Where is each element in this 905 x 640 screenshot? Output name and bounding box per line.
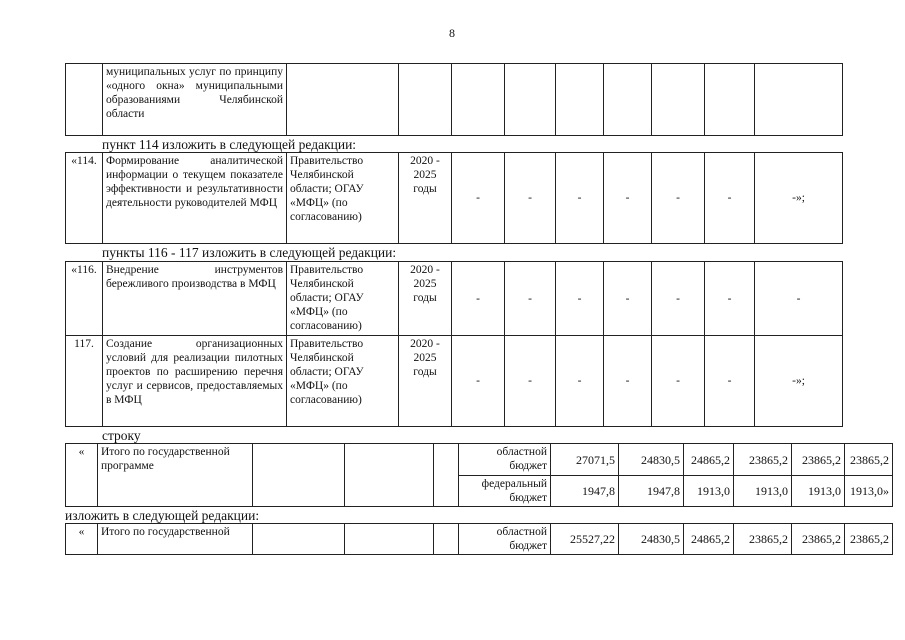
total-table-new — [65, 523, 893, 555]
total-label: Итого по государственной — [98, 524, 253, 555]
value-cell: 23865,2 — [734, 444, 792, 476]
cell-num — [66, 64, 103, 136]
section-heading: пункты 116 - 117 изложить в следующей редакции: — [102, 245, 397, 260]
value-cell: 27071,5 — [551, 444, 619, 476]
activity-name: Формирование аналитической информации о текущем показателе эффективности и результативности деятельности руководителей МФЦ — [103, 153, 287, 244]
section-heading: пункт 114 изложить в следующей редакции: — [102, 137, 357, 152]
value-cell: - — [705, 262, 755, 336]
section-heading: строку — [102, 428, 141, 443]
value-cell: 24830,5 — [619, 524, 684, 555]
value-cell: 1913,0 — [792, 476, 845, 507]
executor: Правительство Челябинской области; ОГАУ «МФЦ» (по согласованию) — [287, 336, 399, 427]
value-cell: -»; — [755, 153, 843, 244]
value-cell: - — [604, 153, 652, 244]
value-cell: - — [604, 336, 652, 427]
value-cell: - — [652, 336, 705, 427]
funding-source: федеральный бюджет — [459, 476, 551, 507]
value-cell: 1947,8 — [551, 476, 619, 507]
value-cell: 23865,2 — [845, 524, 893, 555]
value-cell: - — [755, 262, 843, 336]
funding-source: областной бюджет — [459, 524, 551, 555]
value-cell: - — [556, 336, 604, 427]
value-cell: - — [505, 336, 556, 427]
value-cell: - — [556, 153, 604, 244]
value-cell: 24865,2 — [684, 444, 734, 476]
activity-name: Создание организационных условий для реализации пилотных проектов по расширению перечня услуг и сервисов, предоставляемых в МФЦ — [103, 336, 287, 427]
activity-name: Внедрение инструментов бережливого производства в МФЦ — [103, 262, 287, 336]
value-cell: - — [505, 262, 556, 336]
section-heading: изложить в следующей редакции: — [65, 508, 260, 523]
value-cell: - — [705, 336, 755, 427]
value-cell: 23865,2 — [845, 444, 893, 476]
value-cell: - — [452, 153, 505, 244]
executor: Правительство Челябинской области; ОГАУ «МФЦ» (по согласованию) — [287, 153, 399, 244]
total-table-old — [65, 443, 893, 507]
value-cell: -»; — [755, 336, 843, 427]
open-quote: « — [66, 444, 98, 507]
row-number: «116. — [66, 262, 103, 336]
total-label: Итого по государственной программе — [98, 444, 253, 507]
value-cell: 23865,2 — [734, 524, 792, 555]
period: 2020 - 2025 годы — [399, 336, 452, 427]
page-number: 8 — [449, 26, 455, 40]
value-cell: 24830,5 — [619, 444, 684, 476]
value-cell: - — [604, 262, 652, 336]
table-row — [66, 262, 843, 336]
value-cell: 1913,0» — [845, 476, 893, 507]
row-number: «114. — [66, 153, 103, 244]
activities-table-top — [65, 63, 843, 136]
activities-table-114 — [65, 152, 843, 244]
value-cell: 24865,2 — [684, 524, 734, 555]
value-cell: - — [705, 153, 755, 244]
table-row — [66, 336, 843, 427]
row-number: 117. — [66, 336, 103, 427]
open-quote: « — [66, 524, 98, 555]
table-row — [66, 524, 893, 555]
period: 2020 - 2025 годы — [399, 262, 452, 336]
value-cell: - — [452, 336, 505, 427]
value-cell: 23865,2 — [792, 444, 845, 476]
value-cell: - — [556, 262, 604, 336]
value-cell: - — [652, 153, 705, 244]
value-cell: 23865,2 — [792, 524, 845, 555]
value-cell: 1947,8 — [619, 476, 684, 507]
period: 2020 - 2025 годы — [399, 153, 452, 244]
table-row — [66, 64, 843, 136]
funding-source: областной бюджет — [459, 444, 551, 476]
value-cell: 25527,22 — [551, 524, 619, 555]
table-row — [66, 153, 843, 244]
value-cell: - — [452, 262, 505, 336]
value-cell: - — [505, 153, 556, 244]
value-cell: - — [652, 262, 705, 336]
activity-name: муниципальных услуг по принципу «одного окна» муниципальными образованиями Челябинской области — [103, 64, 287, 136]
table-row — [66, 444, 893, 476]
value-cell: 1913,0 — [734, 476, 792, 507]
executor: Правительство Челябинской области; ОГАУ «МФЦ» (по согласованию) — [287, 262, 399, 336]
activities-table-116-117 — [65, 261, 843, 427]
value-cell: 1913,0 — [684, 476, 734, 507]
